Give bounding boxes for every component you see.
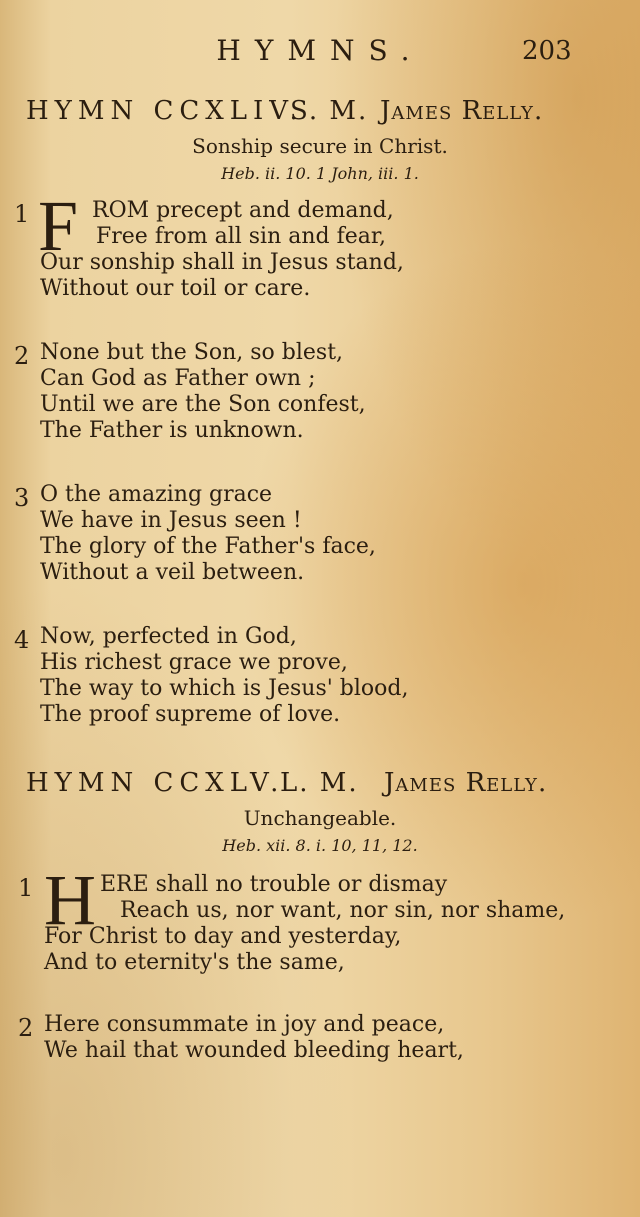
verse-line: None but the Son, so blest, [40, 340, 344, 365]
verse-line: The Father is unknown. [40, 418, 304, 443]
hymn-title: HYMN CCXLIV. [26, 96, 304, 126]
verse-line: His richest grace we prove, [40, 650, 348, 675]
hymn-scripture: Heb. xii. 8. i. 10, 11, 12. [222, 836, 418, 855]
verse-line: Without our toil or care. [40, 276, 311, 301]
verse-line: For Christ to day and yesterday, [44, 924, 402, 949]
verse-line: ROM precept and demand, [92, 198, 394, 223]
verse-line: Free from all sin and fear, [96, 224, 386, 249]
verse-line: Can God as Father own ; [40, 366, 316, 391]
verse-line: O the amazing grace [40, 482, 273, 507]
verse-line: The glory of the Father's face, [40, 534, 376, 559]
verse-line: And to eternity's the same, [44, 950, 345, 975]
verse-number: 2 [14, 342, 30, 370]
drop-cap: H [44, 860, 96, 940]
drop-cap: F [38, 186, 79, 266]
verse-line: Our sonship shall in Jesus stand, [40, 250, 404, 275]
hymn-heading [26, 96, 304, 126]
hymn-heading [26, 768, 284, 798]
verse-number: 2 [18, 1014, 34, 1042]
verse-number: 1 [18, 874, 34, 902]
verse-line: We have in Jesus seen ! [40, 508, 302, 533]
page-number: 203 [522, 36, 572, 66]
verse-line: Until we are the Son confest, [40, 392, 366, 417]
verse-line: The way to which is Jesus' blood, [40, 676, 409, 701]
hymn-title: HYMN CCXLV. [26, 768, 285, 798]
verse-number: 1 [14, 200, 30, 228]
verse-number: 4 [14, 626, 30, 654]
running-head: HYMNS. [216, 34, 424, 67]
hymn-meter: L. M. [280, 768, 359, 798]
hymn-author: James Relly. [384, 768, 548, 798]
hymn-scripture: Heb. ii. 10. 1 John, iii. 1. [221, 164, 419, 183]
verse-line: ERE shall no trouble or dismay [100, 872, 448, 897]
verse-line: The proof supreme of love. [40, 702, 341, 727]
verse-number: 3 [14, 484, 30, 512]
verse-line: We hail that wounded bleeding heart, [44, 1038, 464, 1063]
hymn-meter: S. M. [290, 96, 369, 126]
verse-line: Here consummate in joy and peace, [44, 1012, 445, 1037]
hymn-author: James Relly. [380, 96, 544, 126]
hymn-subtitle: Unchangeable. [243, 806, 397, 830]
verse-line: Now, perfected in God, [40, 624, 297, 649]
hymn-subtitle: Sonship secure in Christ. [192, 134, 448, 158]
verse-line: Reach us, nor want, nor sin, nor shame, [120, 898, 566, 923]
verse-line: Without a veil between. [40, 560, 305, 585]
